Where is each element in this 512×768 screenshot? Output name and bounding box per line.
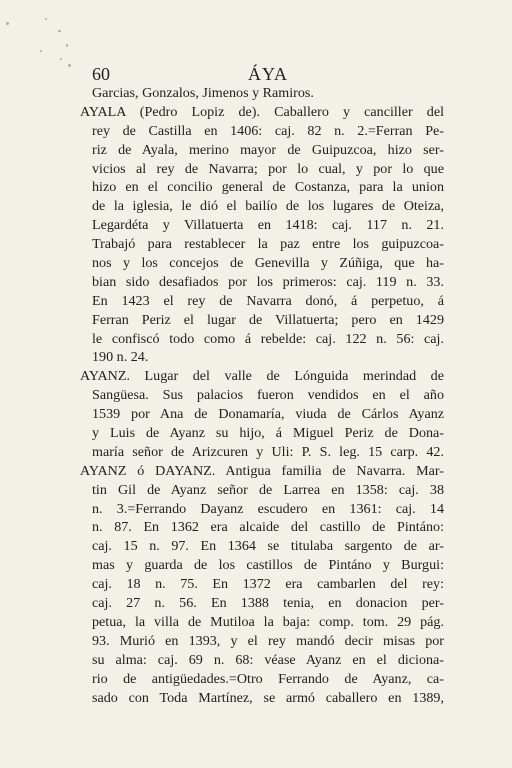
text-line: Ferran Periz el lugar de Villatuerta; pero en 1429 [92,311,444,328]
text-line: vicios al rey de Navarra; por lo cual, y por lo que [92,160,444,177]
text-line: 93. Murió en 1393, y el rey mandó decir misas por [92,632,444,649]
text-line: petua, la villa de Mutiloa la baja: comp. tom. 29 pág. [92,613,444,630]
page-header [92,64,444,84]
text-line: 190 n. 24. [92,349,149,366]
text-line: hizo en el concilio general de Costanza, para la union [92,179,444,196]
page-number: 60 [92,64,110,84]
text-line: Sangüesa. Sus palacios fueron vendidos en el año [92,387,444,404]
ink-speck [45,18,47,20]
entry-heading-line: AYALA (Pedro Lopiz de). Caballero y canciller del [80,103,444,120]
text-line: rey de Castilla en 1406: caj. 82 n. 2.=Ferran Pe- [92,122,444,139]
ink-speck [58,30,61,32]
text-line: rio de antigüedades.=Otro Ferrando de Ayanz, ca- [92,670,444,687]
text-line: caj. 27 n. 56. En 1388 tenia, en donacion per- [92,595,444,612]
text-line: Trabajó para restablecer la paz entre los guipuzcoa- [92,236,444,253]
text-line: 1539 por Ana de Donamaría, viuda de Cárlos Ayanz [92,406,444,423]
text-line: sado con Toda Martínez, se armó caballero en 1389, [92,689,444,706]
ink-speck [66,44,68,47]
text-line: nos y los concejos de Genevilla y Zúñiga, que ha- [92,255,444,272]
text-line: caj. 18 n. 75. En 1372 era cambarlen del rey: [92,576,444,593]
text-line: n. 87. En 1362 era alcaide del castillo de Pintáno: [92,519,444,536]
text-line: su alma: caj. 69 n. 68: véase Ayanz en el diciona- [92,651,444,668]
ink-speck [60,58,62,60]
text-line: En 1423 el rey de Navarra donó, á perpetuo, á [92,292,444,309]
text-line: maría señor de Arizcuren y Uli: P. S. leg. 15 carp. 42. [92,443,444,460]
text-line: tin Gil de Ayanz señor de Larrea en 1358: caj. 38 [92,481,444,498]
text-line: Garcias, Gonzalos, Jimenos y Ramiros. [92,85,314,101]
entry-heading-line: AYANZ. Lugar del valle de Lónguida merindad de [80,368,444,385]
text-line: Legardéta y Villatuerta en 1418: caj. 117 n. 21. [92,217,444,234]
ink-speck [68,64,71,67]
text-line: de la iglesia, le dió el bailío de los lugares de Oteiza, [92,198,444,215]
text-line: riz de Ayala, merino mayor de Guipuzcoa, hizo ser- [92,141,444,158]
text-line: mas y guarda de los castillos de Pintáno y Burgui: [92,557,444,574]
text-line: bian sido desafiados por los primeros: caj. 119 n. 33. [92,273,444,290]
text-line: le confiscó todo como á rebelde: caj. 122 n. 56: caj. [92,330,444,347]
text-line: caj. 15 n. 97. En 1364 se titulaba sargento de ar- [92,538,444,555]
ink-speck [40,50,42,52]
text-line: y Luis de Ayanz su hijo, á Miguel Periz de Dona- [92,425,444,442]
entry-heading-line: AYANZ ó DAYANZ. Antigua familia de Navarra. Mar- [80,462,444,479]
ink-speck [6,22,9,25]
running-title: ÁYA [247,64,288,84]
body-text [80,84,444,707]
text-line: n. 3.=Ferrando Dayanz escudero en 1361: caj. 14 [92,500,444,517]
